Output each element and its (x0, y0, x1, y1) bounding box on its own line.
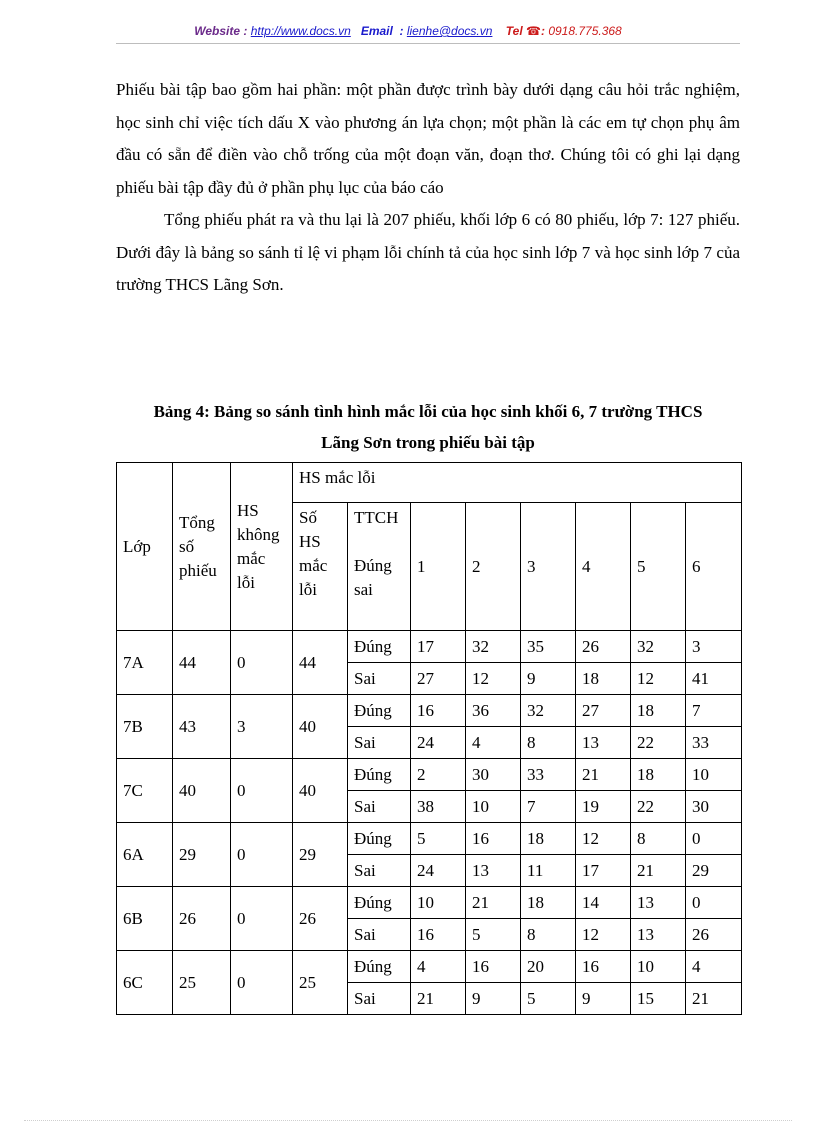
cell-sai-q5: 13 (631, 919, 686, 951)
cell-tong-so-phieu: 40 (173, 759, 231, 823)
cell-dung-q3: 18 (521, 823, 576, 855)
cell-sai-q4: 19 (576, 791, 631, 823)
cell-dung-label: Đúng (348, 887, 411, 919)
cell-dung-q3: 33 (521, 759, 576, 791)
cell-tong-so-phieu: 25 (173, 951, 231, 1015)
header-question-4: 4 (576, 503, 631, 631)
cell-so-hs-mac-loi: 40 (293, 759, 348, 823)
cell-dung-q3: 35 (521, 631, 576, 663)
tel-separator: : (540, 24, 545, 38)
body-text (116, 74, 740, 302)
table-row-dung (117, 631, 742, 663)
header-dung-sai-label: Đúng sai (354, 556, 392, 599)
cell-sai-label: Sai (348, 663, 411, 695)
page-header (0, 24, 816, 38)
table-row-dung (117, 823, 742, 855)
caption-line-1: Bảng 4: Bảng so sánh tình hình mắc lỗi của học sinh khối 6, 7 trường THCS (153, 402, 703, 421)
cell-dung-label: Đúng (348, 823, 411, 855)
cell-dung-q2: 16 (466, 951, 521, 983)
website-label: Website (194, 24, 241, 38)
cell-dung-q5: 18 (631, 759, 686, 791)
cell-so-hs-mac-loi: 26 (293, 887, 348, 951)
paragraph-1: Phiếu bài tập bao gồm hai phần: một phần được trình bày dưới dạng câu hỏi trắc nghiệm, học sinh chỉ việc tích dấu X vào phương án lựa chọn; một phần là các em tự chọn phụ âm đầu có sẵn để điền vào chỗ trống của một đoạn văn, đoạn thơ. Chúng tôi có ghi lại dạng phiếu bài tập đầy đủ ở phần phụ lục của báo cáo (116, 80, 740, 197)
cell-dung-q1: 5 (411, 823, 466, 855)
cell-sai-q4: 9 (576, 983, 631, 1015)
cell-dung-q6: 3 (686, 631, 742, 663)
footer-divider (24, 1120, 792, 1121)
cell-dung-q5: 18 (631, 695, 686, 727)
cell-tong-so-phieu: 43 (173, 695, 231, 759)
cell-sai-q5: 22 (631, 791, 686, 823)
cell-hs-khong-mac-loi: 0 (231, 823, 293, 887)
caption-line-2: Lãng Sơn trong phiếu bài tập (321, 433, 535, 452)
header-question-2: 2 (466, 503, 521, 631)
cell-hs-khong-mac-loi: 3 (231, 695, 293, 759)
cell-dung-q1: 16 (411, 695, 466, 727)
cell-dung-q6: 10 (686, 759, 742, 791)
cell-sai-q2: 10 (466, 791, 521, 823)
cell-sai-q3: 9 (521, 663, 576, 695)
cell-lop: 7A (117, 631, 173, 695)
cell-sai-q6: 29 (686, 855, 742, 887)
cell-sai-q1: 27 (411, 663, 466, 695)
table-row-dung (117, 759, 742, 791)
cell-sai-q5: 22 (631, 727, 686, 759)
cell-sai-q4: 13 (576, 727, 631, 759)
header-tong-so-phieu: Tổng số phiếu (173, 463, 231, 631)
cell-sai-q1: 38 (411, 791, 466, 823)
header-question-6: 6 (686, 503, 742, 631)
cell-dung-q3: 32 (521, 695, 576, 727)
header-hs-khong-mac-loi: HS không mắc lỗi (231, 463, 293, 631)
header-hs-mac-loi: HS mắc lỗi (293, 463, 742, 503)
cell-dung-q3: 20 (521, 951, 576, 983)
cell-sai-q3: 8 (521, 727, 576, 759)
cell-sai-q1: 24 (411, 727, 466, 759)
cell-dung-label: Đúng (348, 951, 411, 983)
cell-so-hs-mac-loi: 44 (293, 631, 348, 695)
header-so-hs-mac-loi: Số HS mắc lỗi (293, 503, 348, 631)
tel-label: Tel (505, 24, 523, 38)
table-caption (100, 396, 756, 458)
cell-sai-q4: 17 (576, 855, 631, 887)
website-separator: : (243, 24, 248, 38)
cell-sai-q3: 8 (521, 919, 576, 951)
cell-dung-q1: 4 (411, 951, 466, 983)
cell-dung-q3: 18 (521, 887, 576, 919)
cell-hs-khong-mac-loi: 0 (231, 951, 293, 1015)
email-link[interactable]: lienhe@docs.vn (406, 24, 493, 38)
header-question-3: 3 (521, 503, 576, 631)
cell-sai-label: Sai (348, 727, 411, 759)
cell-sai-q3: 11 (521, 855, 576, 887)
cell-dung-q4: 12 (576, 823, 631, 855)
phone-icon: ☎ (526, 24, 541, 38)
cell-dung-q1: 17 (411, 631, 466, 663)
cell-sai-label: Sai (348, 791, 411, 823)
cell-dung-label: Đúng (348, 695, 411, 727)
cell-dung-q2: 30 (466, 759, 521, 791)
cell-dung-q4: 21 (576, 759, 631, 791)
cell-dung-q6: 4 (686, 951, 742, 983)
cell-sai-q2: 5 (466, 919, 521, 951)
cell-dung-label: Đúng (348, 759, 411, 791)
cell-dung-q4: 14 (576, 887, 631, 919)
cell-lop: 6A (117, 823, 173, 887)
cell-sai-q2: 4 (466, 727, 521, 759)
cell-dung-q5: 32 (631, 631, 686, 663)
cell-sai-label: Sai (348, 983, 411, 1015)
cell-dung-q2: 32 (466, 631, 521, 663)
cell-dung-q6: 0 (686, 887, 742, 919)
cell-dung-q4: 16 (576, 951, 631, 983)
cell-dung-q2: 16 (466, 823, 521, 855)
cell-sai-q3: 7 (521, 791, 576, 823)
cell-sai-q3: 5 (521, 983, 576, 1015)
tel-value: 0918.775.368 (548, 24, 622, 38)
cell-lop: 6C (117, 951, 173, 1015)
header-divider (116, 43, 740, 44)
cell-dung-q2: 21 (466, 887, 521, 919)
cell-sai-q6: 30 (686, 791, 742, 823)
cell-dung-q5: 8 (631, 823, 686, 855)
table-body (117, 631, 742, 1015)
cell-sai-label: Sai (348, 855, 411, 887)
header-question-5: 5 (631, 503, 686, 631)
cell-lop: 7C (117, 759, 173, 823)
cell-hs-khong-mac-loi: 0 (231, 887, 293, 951)
cell-sai-q1: 21 (411, 983, 466, 1015)
website-link[interactable]: http://www.docs.vn (250, 24, 351, 38)
cell-so-hs-mac-loi: 29 (293, 823, 348, 887)
table-row-dung (117, 887, 742, 919)
cell-dung-q1: 2 (411, 759, 466, 791)
paragraph-2: Tổng phiếu phát ra và thu lại là 207 phiếu, khối lớp 6 có 80 phiếu, lớp 7: 127 phiếu. Dưới đây là bảng so sánh tỉ lệ vi phạm lỗi chính tả của học sinh lớp 7 và học sinh lớp 7 của trường THCS Lãng Sơn. (116, 210, 740, 294)
cell-lop: 7B (117, 695, 173, 759)
cell-dung-q6: 0 (686, 823, 742, 855)
cell-dung-q5: 10 (631, 951, 686, 983)
error-comparison-table (116, 462, 742, 1015)
header-row-1 (117, 463, 742, 503)
cell-sai-q6: 26 (686, 919, 742, 951)
table-row-dung (117, 951, 742, 983)
cell-lop: 6B (117, 887, 173, 951)
cell-sai-q4: 12 (576, 919, 631, 951)
cell-tong-so-phieu: 29 (173, 823, 231, 887)
cell-dung-q2: 36 (466, 695, 521, 727)
cell-hs-khong-mac-loi: 0 (231, 759, 293, 823)
cell-sai-q4: 18 (576, 663, 631, 695)
cell-sai-q6: 21 (686, 983, 742, 1015)
cell-sai-q6: 41 (686, 663, 742, 695)
cell-dung-q6: 7 (686, 695, 742, 727)
header-question-1: 1 (411, 503, 466, 631)
cell-sai-label: Sai (348, 919, 411, 951)
cell-sai-q1: 24 (411, 855, 466, 887)
cell-dung-label: Đúng (348, 631, 411, 663)
email-separator: : (399, 24, 404, 38)
cell-dung-q4: 26 (576, 631, 631, 663)
cell-hs-khong-mac-loi: 0 (231, 631, 293, 695)
email-label: Email (360, 24, 393, 38)
cell-tong-so-phieu: 44 (173, 631, 231, 695)
header-ttch-label: TTCH (354, 508, 399, 527)
cell-sai-q1: 16 (411, 919, 466, 951)
cell-sai-q2: 9 (466, 983, 521, 1015)
cell-sai-q2: 13 (466, 855, 521, 887)
table-row-dung (117, 695, 742, 727)
cell-tong-so-phieu: 26 (173, 887, 231, 951)
cell-sai-q5: 21 (631, 855, 686, 887)
cell-sai-q5: 15 (631, 983, 686, 1015)
cell-dung-q5: 13 (631, 887, 686, 919)
cell-so-hs-mac-loi: 25 (293, 951, 348, 1015)
cell-dung-q1: 10 (411, 887, 466, 919)
cell-so-hs-mac-loi: 40 (293, 695, 348, 759)
header-lop: Lớp (117, 463, 173, 631)
cell-sai-q2: 12 (466, 663, 521, 695)
cell-sai-q5: 12 (631, 663, 686, 695)
header-ttch (348, 503, 411, 631)
cell-dung-q4: 27 (576, 695, 631, 727)
cell-sai-q6: 33 (686, 727, 742, 759)
